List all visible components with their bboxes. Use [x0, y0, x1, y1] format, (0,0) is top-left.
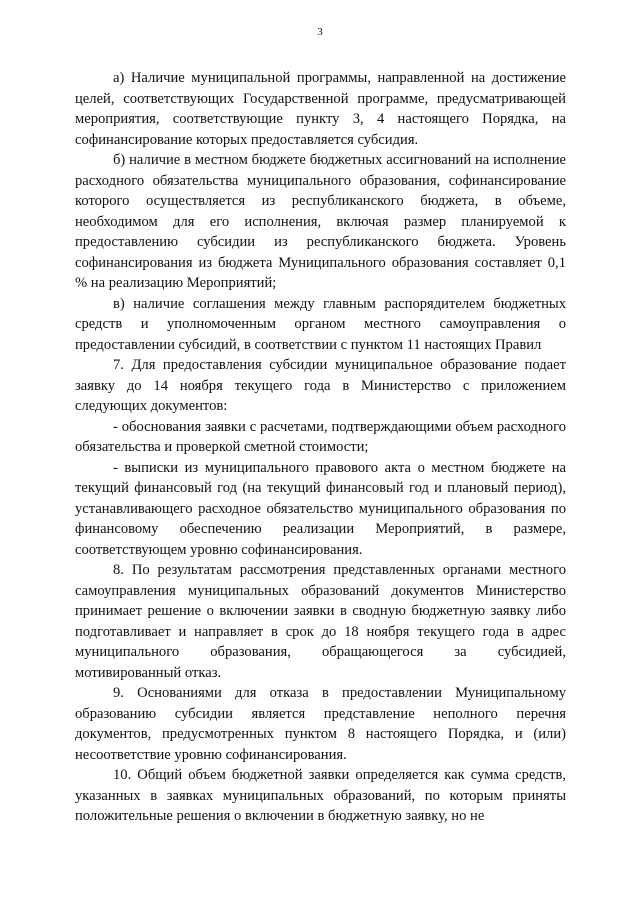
list-item-justification: - обоснования заявки с расчетами, подтверждающими объем расходного обязательства и проверкой сметной стоимости;: [75, 418, 566, 455]
paragraph-10: 10. Общий объем бюджетной заявки определяется как сумма средств, указанных в заявках муниципальных образований, по которым приняты положительные решения о включении в бюджетную заявку, но не: [75, 767, 566, 824]
document-body: [75, 68, 566, 827]
paragraph-v: в) наличие соглашения между главным распорядителем бюджетных средств и уполномоченным органом местного самоуправления о предоставлении субсидий, в соответствии с пунктом 11 настоящих Правил: [75, 295, 566, 353]
paragraph-a: а) Наличие муниципальной программы, направленной на достижение целей, соответствующих Государственной программе, предусматривающей мероприятия, соответствующие пункту 3, 4 настоящего Порядка, на софинансирование которых предоставляется субсидия.: [75, 70, 566, 148]
paragraph-b: б) наличие в местном бюджете бюджетных ассигнований на исполнение расходного обязательства муниципального образования, софинансирование которого осуществляется из республиканского бюджета, в объеме, необходимом для его исполнения, включая размер планируемой к предоставлению субсидии из республиканского бюджета. Уровень софинансирования из бюджета Муниципального образования составляет 0,1 % на реализацию Мероприятий;: [75, 152, 566, 291]
paragraph-8: 8. По результатам рассмотрения представленных органами местного самоуправления муниципальных образований документов Министерство принимает решение о включении заявки в сводную бюджетную заявку либо подготавливает и направляет в срок до 18 ноября текущего года в адрес муниципального образования, обращающегося за субсидией, мотивированный отказ.: [75, 562, 566, 681]
paragraph-7: 7. Для предоставления субсидии муниципальное образование подает заявку до 14 ноября текущего года в Министерство с приложением следующих документов:: [75, 357, 566, 414]
list-item-extract: - выписки из муниципального правового акта о местном бюджете на текущий финансовый год (на текущий финансовый год и плановый период), устанавливающего расходное обязательство муниципального образования по финансовому обеспечению реализации Мероприятий, в размере, соответствующем уровню софинансирования.: [75, 459, 566, 558]
page-number: 3: [317, 26, 323, 38]
paragraph-9: 9. Основаниями для отказа в предоставлении Муниципальному образованию субсидии является представление неполного перечня документов, предусмотренных пунктом 8 настоящего Порядка, и (или) несоответствие уровню софинансирования.: [75, 685, 566, 763]
